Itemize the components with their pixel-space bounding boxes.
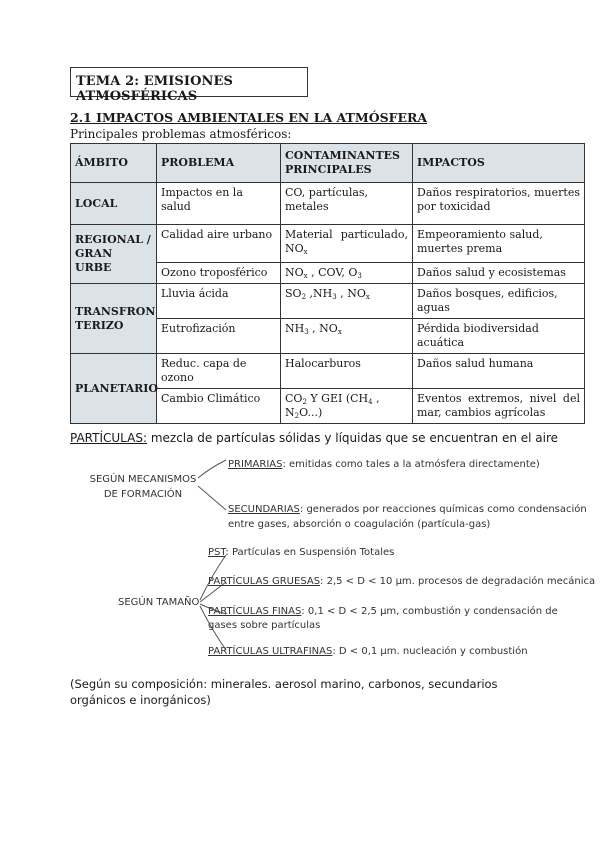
cell-contaminantes: $NO_x$ , COV, $O_3$	[281, 263, 413, 284]
formacion-label: SEGÚN MECANISMOS DE FORMACIÓN	[89, 474, 197, 500]
ambito-transfronterizo: TRANSFRON TERIZO	[71, 284, 157, 354]
ambito-regional: REGIONAL / GRAN URBE	[71, 225, 157, 284]
cell-contaminantes: $SO_2$ $,NH_3$ , $NO_x$	[281, 284, 413, 319]
tamano-label: SEGÚN TAMAÑO	[118, 597, 200, 608]
section-heading: 2.1 IMPACTOS AMBIENTALES EN LA ATMÓSFERA	[70, 110, 428, 125]
gruesas-label: PARTÍCULAS GRUESAS	[208, 576, 321, 587]
cell-impactos: Pérdida biodiversidad acuática	[413, 319, 585, 354]
cell-problema: Reduc. capa de ozono	[157, 354, 281, 389]
secundarias-item	[228, 502, 590, 532]
cell-problema: Lluvia ácida	[157, 284, 281, 319]
primarias-text: : emitidas como tales a la atmósfera directamente)	[282, 459, 540, 470]
header-impactos: IMPACTOS	[413, 144, 585, 183]
pst-text: : Partículas en Suspensión Totales	[225, 547, 395, 558]
particulas-label: PARTÍCULAS:	[70, 431, 148, 445]
cell-impactos: Empeoramiento salud, muertes prema	[413, 225, 585, 263]
cell-problema: Ozono troposférico	[157, 263, 281, 284]
finas-text: : 0,1 < D < 2,5 µm, combustión y condensación de gases sobre partículas	[208, 606, 558, 631]
primarias-label: PRIMARIAS	[228, 459, 283, 470]
ambito-local: LOCAL	[71, 183, 157, 225]
cell-problema: Cambio Climático	[157, 389, 281, 424]
cell-impactos: Eventos extremos, nivel del mar, cambios agrícolas	[413, 389, 585, 424]
cell-contaminantes: $CO_2$ Y GEI ($CH_4$ , $N_2O$...)	[281, 389, 413, 424]
cell-contaminantes: Halocarburos	[281, 354, 413, 389]
finas-item	[208, 605, 576, 633]
gruesas-item	[208, 576, 595, 587]
finas-label: PARTÍCULAS FINAS	[208, 606, 302, 617]
cell-impactos: Daños bosques, edificios, aguas	[413, 284, 585, 319]
cell-contaminantes: $NH_3$ , $NO_x$	[281, 319, 413, 354]
intro-text: Principales problemas atmosféricos:	[70, 127, 292, 141]
composicion-note: (Según su composición: minerales. aerosol marino, carbonos, secundarios orgánicos e inorgánicos)	[70, 677, 498, 707]
cell-problema: Impactos en la salud	[157, 183, 281, 225]
pst-item	[208, 547, 394, 558]
header-contaminantes: CONTAMINANTES PRINCIPALES	[281, 144, 413, 183]
gruesas-text: : 2,5 < D < 10 µm. procesos de degradación mecánica	[320, 576, 596, 587]
header-problema: PROBLEMA	[157, 144, 281, 183]
cell-impactos: Daños salud humana	[413, 354, 585, 389]
ultrafinas-text: : D < 0,1 µm. nucleación y combustión	[332, 646, 528, 657]
cell-problema: Calidad aire urbano	[157, 225, 281, 263]
primarias-item	[228, 459, 540, 470]
header-ambito: ÁMBITO	[71, 144, 157, 183]
cell-contaminantes: Material particulado, $NO_x$	[281, 225, 413, 263]
particulas-text: mezcla de partículas sólidas y líquidas que se encuentran en el aire	[147, 431, 559, 445]
cell-contaminantes: CO, partículas, metales	[281, 183, 413, 225]
document-title: TEMA 2: EMISIONES ATMOSFÉRICAS	[70, 67, 308, 97]
secundarias-text: : generados por reacciones químicas como condensación entre gases, absorción o coagulación (partícula-gas)	[228, 504, 587, 530]
cell-problema: Eutrofización	[157, 319, 281, 354]
ultrafinas-label: PARTÍCULAS ULTRAFINAS	[208, 646, 333, 657]
ultrafinas-item	[208, 646, 528, 657]
pst-label: PST	[208, 547, 226, 558]
secundarias-label: SECUNDARIAS	[228, 504, 300, 515]
cell-impactos: Daños respiratorios, muertes por toxicidad	[413, 183, 585, 225]
cell-impactos: Daños salud y ecosistemas	[413, 263, 585, 284]
ambito-planetario: PLANETARIO	[71, 354, 157, 424]
